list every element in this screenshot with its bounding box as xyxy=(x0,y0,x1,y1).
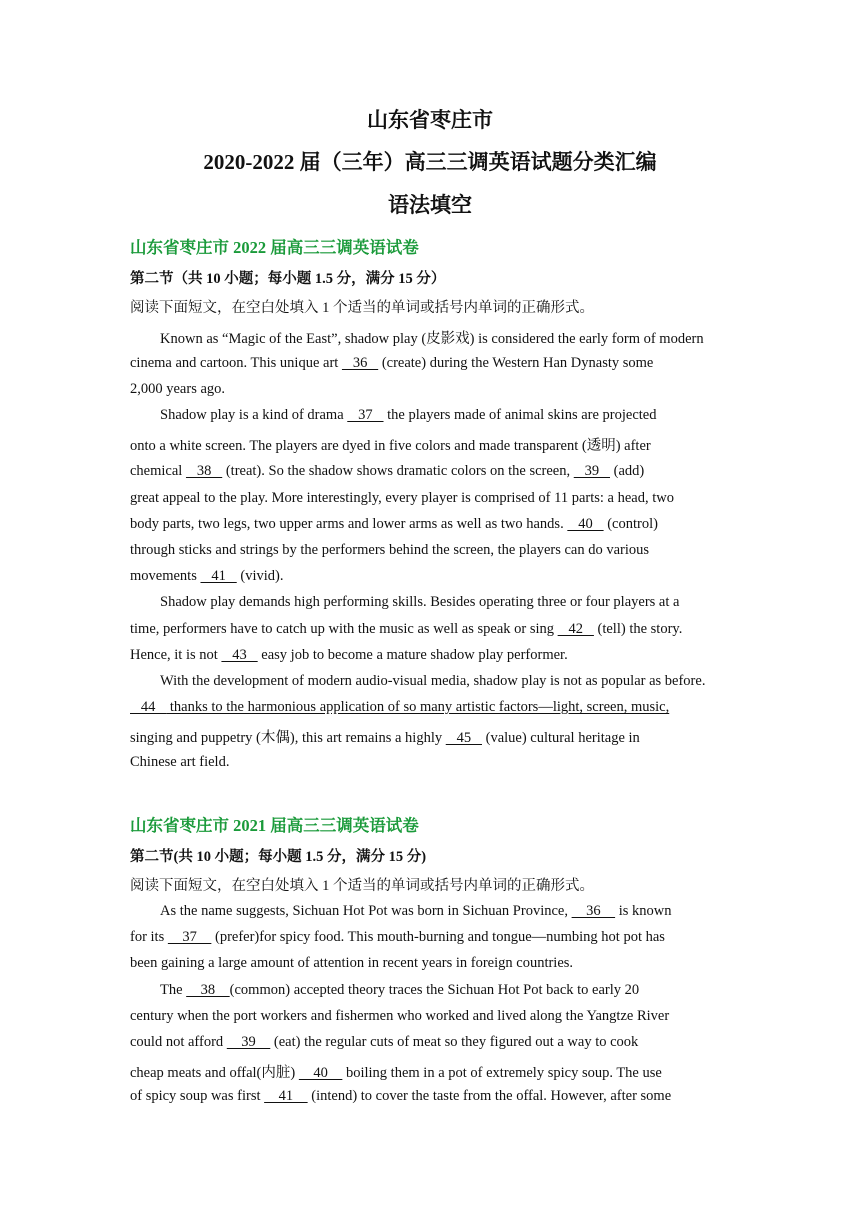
passage-text: With the development of modern audio-visual media, shadow play is not as popular as before. xyxy=(160,673,706,689)
passage-line xyxy=(130,381,735,398)
passage-line xyxy=(130,434,735,455)
passage-text: (treat). So the shadow shows dramatic colors on the screen, xyxy=(222,463,574,479)
passage-line xyxy=(160,982,765,999)
answer-blank: 38 xyxy=(185,463,223,479)
passage-line xyxy=(160,407,765,424)
passage-line xyxy=(130,1061,735,1082)
passage-text: great appeal to the play. More interestingly, every player is comprised of 11 parts: a head, two xyxy=(130,490,674,506)
passage-text: boiling them in a pot of extremely spicy soup. The use xyxy=(342,1065,662,1081)
passage-line xyxy=(130,929,735,946)
passage-line xyxy=(130,621,735,638)
answer-blank: 41 xyxy=(200,568,237,584)
passage-text: Known as “Magic of the East”, shadow play (皮影戏) is considered the early form of modern xyxy=(160,331,704,347)
passage-line xyxy=(130,754,735,771)
section-2021-subheading: 第二节(共 10 小题；每小题 1.5 分，满分 15 分) xyxy=(130,849,427,865)
passage-text: easy job to become a mature shadow play performer. xyxy=(257,647,568,663)
passage-line xyxy=(160,327,765,348)
section-2022-subheading: 第二节（共 10 小题；每小题 1.5 分，满分 15 分） xyxy=(130,271,446,287)
passage-text: cheap meats and offal(内脏) xyxy=(130,1065,299,1081)
passage-line xyxy=(160,673,765,690)
passage-text: is known xyxy=(615,903,672,919)
passage-line xyxy=(130,1088,735,1105)
passage-text: Shadow play is a kind of drama xyxy=(160,407,348,423)
passage-text: the players made of animal skins are projected xyxy=(383,407,657,423)
answer-blank: 40 xyxy=(567,516,604,532)
answer-blank: thanks to the harmonious application of so many artistic factors—light, screen, music, xyxy=(166,699,670,715)
passage-text: (tell) the story. xyxy=(593,621,683,637)
answer-blank: 36 xyxy=(571,903,616,919)
passage-text: Hence, it is not xyxy=(130,647,222,663)
passage-line xyxy=(130,1008,735,1025)
passage-line xyxy=(130,490,735,507)
passage-text: (create) during the Western Han Dynasty some xyxy=(378,355,654,371)
answer-blank: 37 xyxy=(347,407,384,423)
passage-line xyxy=(130,516,735,533)
answer-blank: 36 xyxy=(341,355,379,371)
passage-text: (prefer)for spicy food. This mouth-burning and tongue—numbing hot pot has xyxy=(211,929,665,945)
passage-text: through sticks and strings by the performers behind the screen, the players can do various xyxy=(130,542,650,558)
passage-text: (intend) to cover the taste from the offal. However, after some xyxy=(307,1088,672,1104)
passage-line xyxy=(130,1034,735,1051)
passage-text: movements xyxy=(130,568,201,584)
answer-blank: 39 xyxy=(226,1034,271,1050)
document-title-region: 山东省枣庄市 xyxy=(367,108,493,132)
passage-text: been gaining a large amount of attention in recent years in foreign countries. xyxy=(130,955,574,971)
passage-text: could not afford xyxy=(130,1034,227,1050)
passage-text: chemical xyxy=(130,463,186,479)
passage-text: (control) xyxy=(603,516,658,532)
passage-text: (add) xyxy=(610,463,645,479)
passage-text: body parts, two legs, two upper arms and lower arms as well as two hands. xyxy=(130,516,568,532)
answer-blank: 38 xyxy=(186,982,230,998)
passage-line xyxy=(130,726,735,747)
passage-text: of spicy soup was first xyxy=(130,1088,265,1104)
section-2022-instruction: 阅读下面短文，在空白处填入 1 个适当的单词或括号内单词的正确形式。 xyxy=(130,300,594,316)
passage-text: onto a white screen. The players are dyed in five colors and made transparent (透明) after xyxy=(130,438,651,454)
passage-text: 2,000 years ago. xyxy=(130,381,226,397)
document-title-main: 2020-2022 届（三年）高三三调英语试题分类汇编 xyxy=(203,150,657,174)
answer-blank: 39 xyxy=(573,463,610,479)
answer-blank: 43 xyxy=(221,647,258,663)
passage-text: cinema and cartoon. This unique art xyxy=(130,355,342,371)
document-title-topic: 语法填空 xyxy=(388,193,472,217)
passage-text: The xyxy=(160,982,187,998)
passage-line xyxy=(130,699,735,716)
passage-line xyxy=(130,568,735,585)
passage-text: (value) cultural heritage in xyxy=(481,730,640,746)
passage-text: Chinese art field. xyxy=(130,754,230,770)
passage-text: time, performers have to catch up with the music as well as speak or sing xyxy=(130,621,558,637)
answer-blank: 45 xyxy=(445,730,482,746)
answer-blank: 42 xyxy=(557,621,594,637)
passage-text: for its xyxy=(130,929,168,945)
answer-blank: 44 xyxy=(130,699,167,715)
passage-line xyxy=(130,955,735,972)
passage-text: Shadow play demands high performing skills. Besides operating three or four players at a xyxy=(160,594,680,610)
passage-line xyxy=(160,903,765,920)
passage-text: century when the port workers and fishermen who worked and lived along the Yangtze River xyxy=(130,1008,670,1024)
passage-line xyxy=(130,542,735,559)
passage-text: As the name suggests, Sichuan Hot Pot was born in Sichuan Province, xyxy=(160,903,572,919)
answer-blank: 40 xyxy=(298,1065,343,1081)
passage-line xyxy=(130,355,735,372)
passage-text: singing and puppetry (木偶), this art remains a highly xyxy=(130,730,446,746)
passage-text: (common) accepted theory traces the Sichuan Hot Pot back to early 20 xyxy=(229,982,640,998)
passage-line xyxy=(130,647,735,664)
section-2022-heading: 山东省枣庄市 2022 届高三三调英语试卷 xyxy=(130,238,419,257)
section-2021-instruction: 阅读下面短文，在空白处填入 1 个适当的单词或括号内单词的正确形式。 xyxy=(130,878,594,894)
answer-blank: 37 xyxy=(167,929,212,945)
passage-line xyxy=(130,463,735,480)
passage-text: (eat) the regular cuts of meat so they figured out a way to cook xyxy=(270,1034,639,1050)
section-2021-heading: 山东省枣庄市 2021 届高三三调英语试卷 xyxy=(130,816,419,835)
passage-line xyxy=(160,594,765,611)
passage-text: (vivid). xyxy=(236,568,284,584)
answer-blank: 41 xyxy=(264,1088,308,1104)
